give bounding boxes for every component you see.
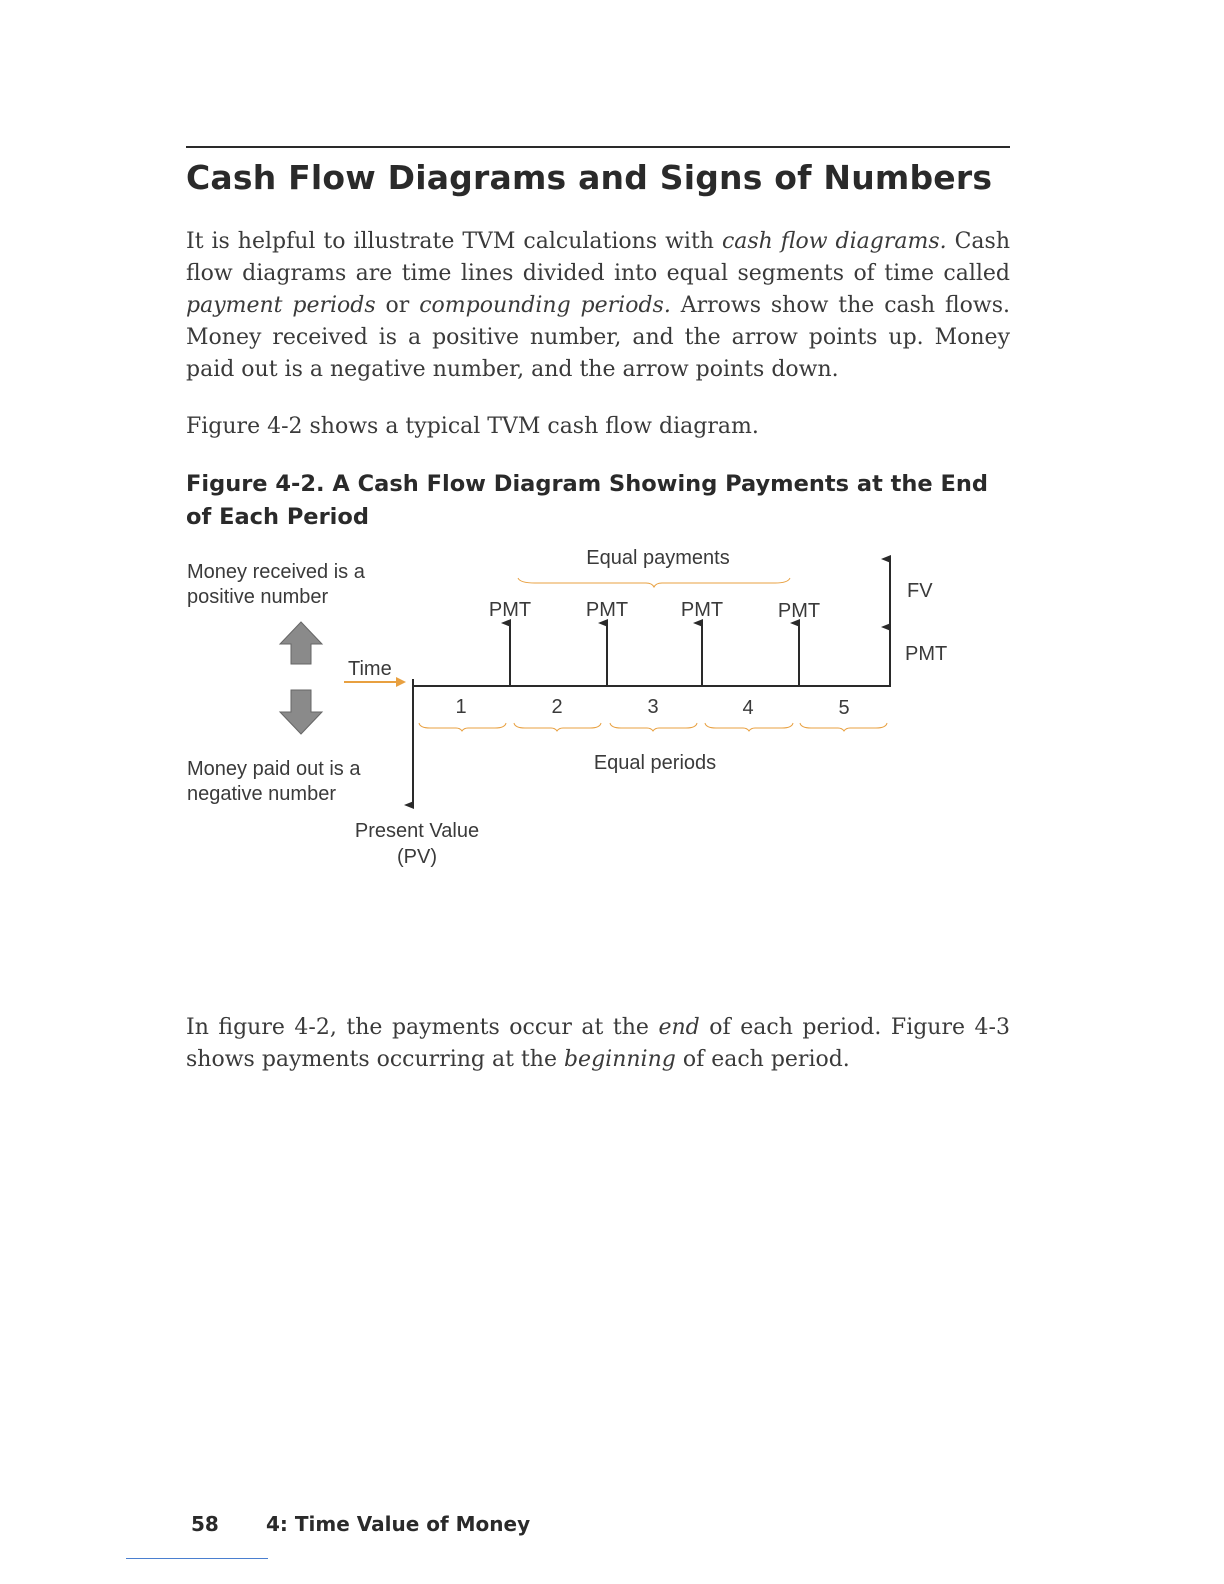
period-number: 1 xyxy=(455,696,467,718)
emphasis: end xyxy=(658,1015,700,1040)
time-label: Time xyxy=(348,658,392,680)
period-number: 2 xyxy=(551,696,563,718)
paid-label-line2: negative number xyxy=(187,783,336,805)
equal-periods-label: Equal periods xyxy=(593,752,717,774)
equal-payments-brace xyxy=(518,578,790,587)
closing-paragraph xyxy=(186,1012,1010,1076)
text-span: In figure 4-2, the payments occur at the xyxy=(186,1015,659,1040)
text-span: Arrows show the cash flows. Money received is a positive number, and the arrow points up. Money paid out is a negative number, and the arrow points down. xyxy=(186,293,1011,382)
received-label-line2: positive number xyxy=(187,586,329,608)
period-number: 4 xyxy=(742,697,754,719)
pmt-label: PMT xyxy=(777,600,821,622)
emphasis: cash flow diagrams. xyxy=(721,229,947,254)
text-span: Cash flow diagrams are time lines divided into equal segments of time called xyxy=(186,229,1011,286)
final-pmt-label: PMT xyxy=(905,643,948,665)
time-arrow-icon xyxy=(396,677,406,687)
emphasis: payment periods xyxy=(186,293,376,318)
received-label-line1: Money received is a xyxy=(187,561,365,583)
page-title: Cash Flow Diagrams and Signs of Numbers xyxy=(186,158,993,197)
scan-edge-line xyxy=(126,1558,268,1559)
emphasis: compounding periods. xyxy=(419,293,671,318)
down-arrow-icon xyxy=(280,690,322,734)
text-span: It is helpful to illustrate TVM calculations with xyxy=(186,229,722,254)
page-number: 58 xyxy=(191,1512,219,1536)
text-span: of each period. xyxy=(675,1047,850,1072)
period-number: 5 xyxy=(838,697,850,719)
emphasis: beginning xyxy=(563,1047,676,1072)
fv-label: FV xyxy=(907,580,933,602)
pmt-label: PMT xyxy=(585,599,629,621)
paid-label-line1: Money paid out is a xyxy=(187,758,361,780)
period-number: 3 xyxy=(647,696,659,718)
pmt-label: PMT xyxy=(680,599,724,621)
figure-reference-paragraph: Figure 4-2 shows a typical TVM cash flow diagram. xyxy=(186,414,759,439)
text-span: of each period. Figure 4-3 shows payments occurring at the xyxy=(186,1015,1010,1072)
text-span: or xyxy=(375,293,420,318)
pv-label-line2: (PV) xyxy=(397,846,437,868)
figure-caption: Figure 4-2. A Cash Flow Diagram Showing Payments at the End of Each Period xyxy=(186,471,989,530)
equal-payments-label: Equal payments xyxy=(586,547,730,569)
pmt-label: PMT xyxy=(488,599,532,621)
equal-periods-braces xyxy=(419,723,887,731)
pv-label-line1: Present Value xyxy=(354,820,480,842)
up-arrow-icon xyxy=(280,622,322,664)
chapter-title: 4: Time Value of Money xyxy=(266,1512,531,1536)
